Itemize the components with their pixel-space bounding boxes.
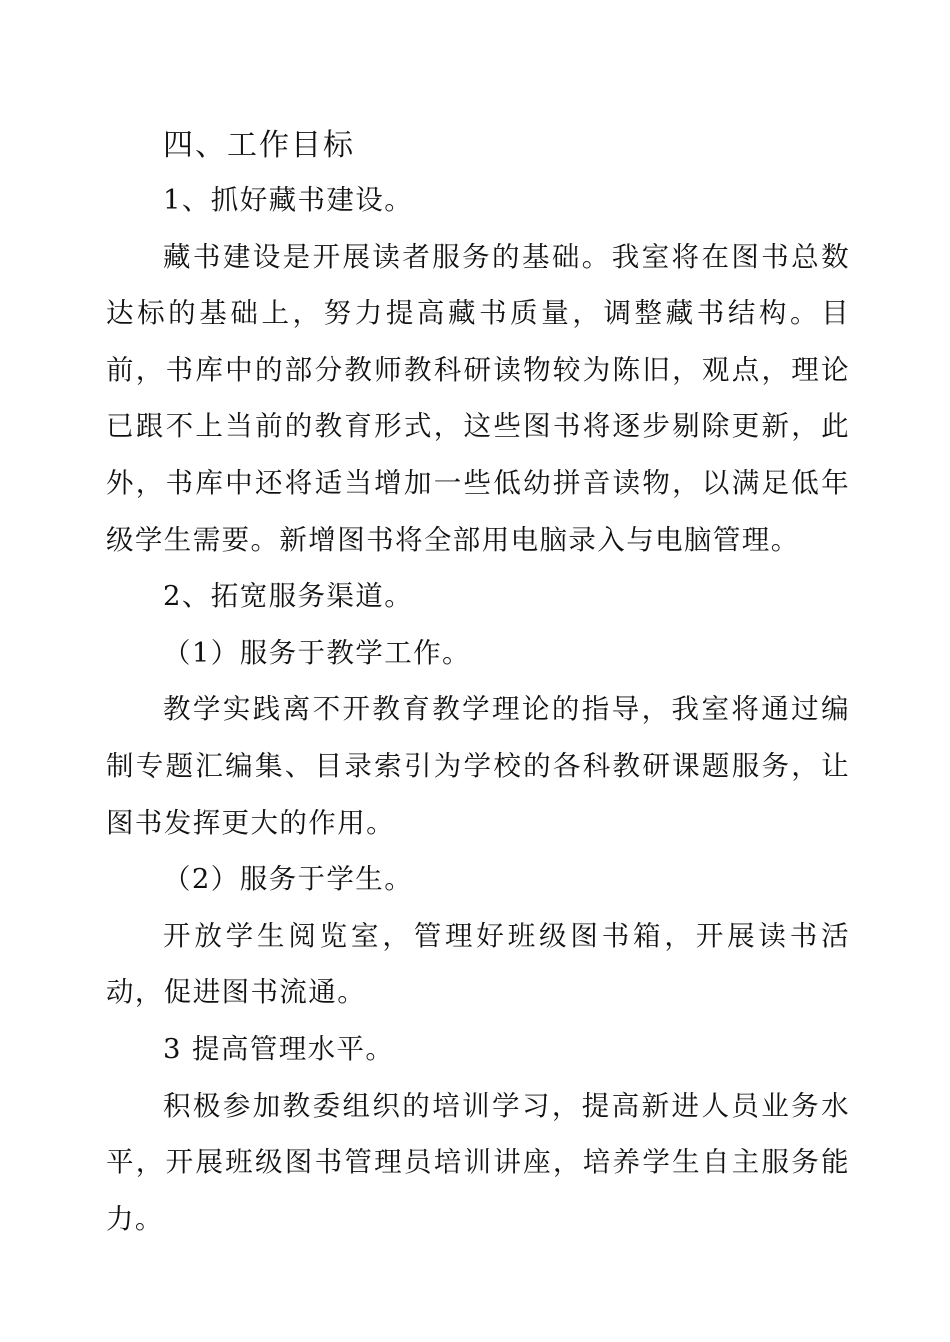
paragraph-student-service: 开放学生阅览室，管理好班级图书箱，开展读书活动，促进图书流通。 bbox=[106, 919, 850, 1009]
subsection-title-2-1: （1）服务于教学工作。 bbox=[163, 636, 471, 669]
subsection-title-3: 3 提高管理水平。 bbox=[163, 1032, 395, 1065]
paragraph-collection-building: 藏书建设是开展读者服务的基础。我室将在图书总数达标的基础上，努力提高藏书质量，调整藏书结构。目前，书库中的部分教师教科研读物较为陈旧，观点，理论已跟不上当前的教育形式，这些图书将逐步剔除更新，此外，书库中还将适当增加一些低幼拼音读物，以满足低年级学生需要。新增图书将全部用电脑录入与电脑管理。 bbox=[106, 240, 850, 556]
document-page bbox=[106, 120, 850, 1247]
subsection-title-2-2: （2）服务于学生。 bbox=[163, 863, 414, 896]
paragraph-management-level: 积极参加教委组织的培训学习，提高新进人员业务水平，开展班级图书管理员培训讲座，培养学生自主服务能力。 bbox=[106, 1089, 850, 1235]
section-heading: 四、工作目标 bbox=[163, 128, 355, 163]
subsection-title-2: 2、拓宽服务渠道。 bbox=[163, 580, 414, 613]
subsection-title-1: 1、抓好藏书建设。 bbox=[163, 184, 414, 216]
paragraph-teaching-service: 教学实践离不开教育教学理论的指导，我室将通过编制专题汇编集、目录索引为学校的各科教研课题服务，让图书发挥更大的作用。 bbox=[106, 693, 850, 839]
